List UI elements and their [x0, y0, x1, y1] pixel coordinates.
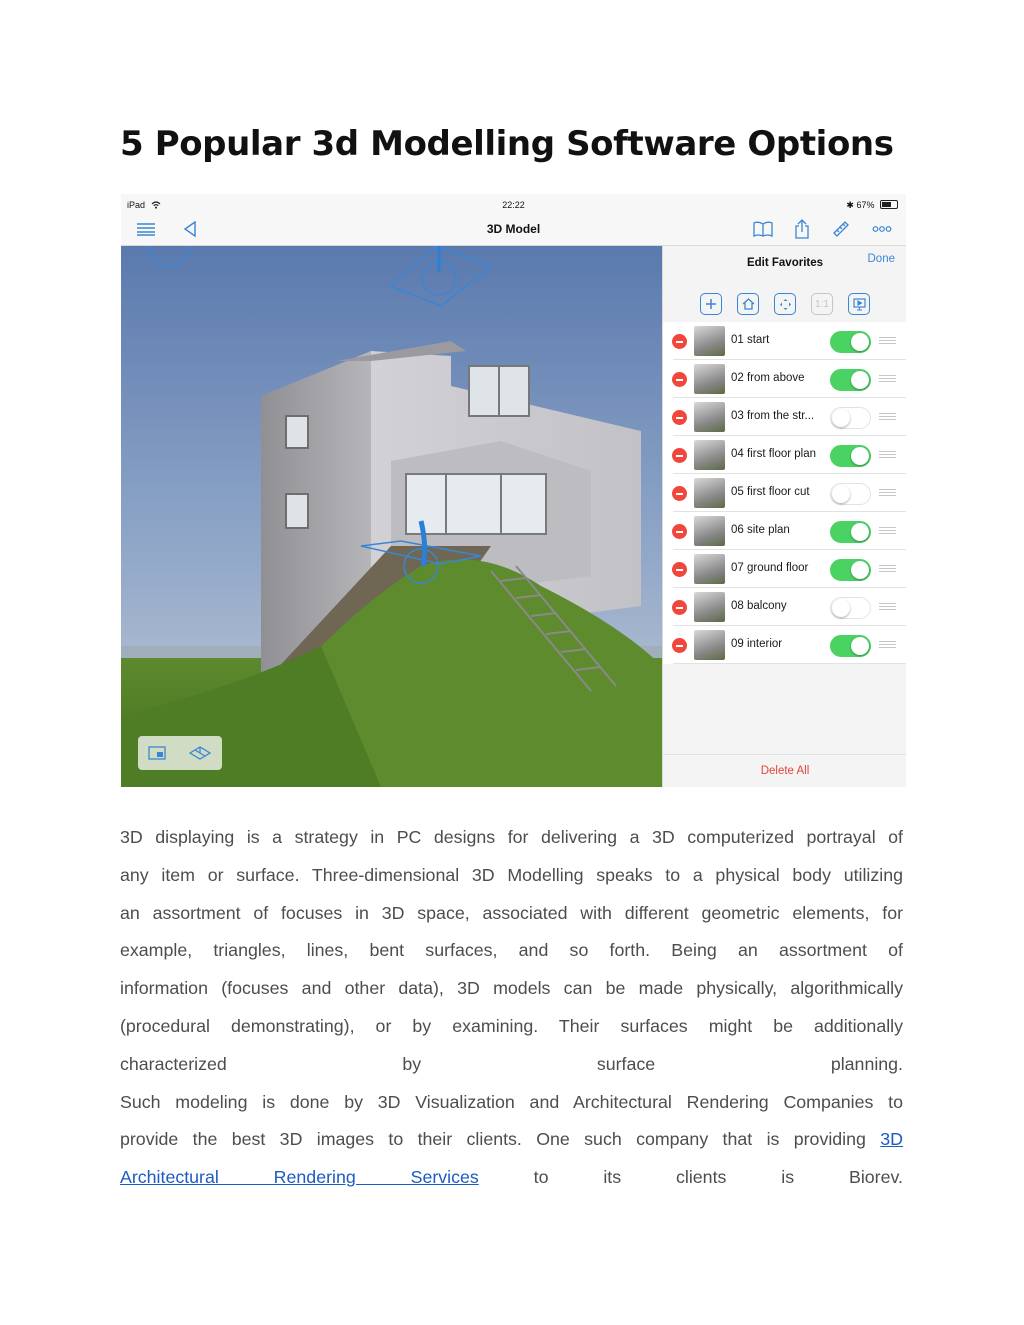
delete-favorite-icon[interactable]	[672, 600, 687, 615]
favorite-row[interactable]	[663, 436, 906, 474]
toggle-knob	[851, 561, 869, 579]
delete-all-button[interactable]: Delete All	[663, 754, 906, 787]
body-line: Such modeling is done by 3D Visualization and Architectural Rendering Companies to	[120, 1091, 903, 1112]
favorite-toggle[interactable]	[830, 407, 871, 429]
delete-favorite-icon[interactable]	[672, 486, 687, 501]
favorite-toggle[interactable]	[830, 369, 871, 391]
article-paragraph	[120, 819, 903, 1197]
body-line: 3D displaying is a strategy in PC designs for delivering a 3D computerized portrayal of	[120, 827, 903, 847]
navigation-bar	[121, 212, 906, 246]
toggle-knob	[851, 637, 869, 655]
body-line: to its clients is Biorev.	[533, 1167, 903, 1188]
body-line: information (focuses and other data), 3D models can be made physically, algorithmically	[120, 978, 903, 999]
favorite-row[interactable]	[663, 588, 906, 626]
favorite-row[interactable]	[663, 322, 906, 360]
favorite-name: 01 start	[731, 334, 770, 346]
page-title: 5 Popular 3d Modelling Software Options	[120, 124, 894, 164]
rendering-services-link[interactable]: 3D	[880, 1129, 904, 1150]
toggle-knob	[832, 409, 850, 427]
favorite-row[interactable]	[663, 550, 906, 588]
favorite-toggle[interactable]	[830, 521, 871, 543]
battery-icon	[880, 200, 898, 209]
favorite-thumbnail	[694, 326, 725, 356]
reorder-grip-icon[interactable]	[879, 451, 896, 459]
3d-model-viewport[interactable]	[121, 246, 662, 787]
favorite-thumbnail	[694, 402, 725, 432]
bluetooth-icon: ✱	[846, 200, 854, 210]
3d-view-icon[interactable]	[188, 744, 212, 762]
reorder-grip-icon[interactable]	[879, 641, 896, 649]
share-icon[interactable]	[791, 218, 813, 240]
favorite-name: 09 interior	[731, 638, 783, 650]
delete-favorite-icon[interactable]	[672, 372, 687, 387]
delete-favorite-icon[interactable]	[672, 638, 687, 653]
toggle-knob	[832, 599, 850, 617]
presentation-icon[interactable]	[848, 293, 870, 315]
ruler-icon[interactable]	[830, 218, 852, 240]
reorder-grip-icon[interactable]	[879, 337, 896, 345]
fit-view-icon[interactable]	[774, 293, 796, 315]
add-icon[interactable]	[700, 293, 722, 315]
favorites-list	[663, 322, 906, 664]
favorite-thumbnail	[694, 516, 725, 546]
favorite-row[interactable]	[663, 474, 906, 512]
favorite-row[interactable]	[663, 512, 906, 550]
favorite-toggle[interactable]	[830, 445, 871, 467]
delete-favorite-icon[interactable]	[672, 410, 687, 425]
favorite-thumbnail	[694, 630, 725, 660]
favorite-thumbnail	[694, 364, 725, 394]
delete-favorite-icon[interactable]	[672, 334, 687, 349]
reorder-grip-icon[interactable]	[879, 375, 896, 383]
nav-title: 3D Model	[486, 222, 541, 236]
scene-toolbar	[138, 736, 222, 770]
favorite-thumbnail	[694, 554, 725, 584]
favorite-name: 02 from above	[731, 372, 805, 384]
toggle-knob	[832, 485, 850, 503]
favorite-thumbnail	[694, 592, 725, 622]
device-label: iPad	[127, 200, 146, 210]
favorite-thumbnail	[694, 478, 725, 508]
app-screenshot	[121, 194, 906, 787]
book-icon[interactable]	[752, 218, 774, 240]
favorite-name: 04 first floor plan	[731, 448, 817, 460]
favorite-name: 06 site plan	[731, 524, 790, 536]
status-time: 22:22	[502, 200, 525, 210]
delete-favorite-icon[interactable]	[672, 524, 687, 539]
edit-favorites-panel	[662, 246, 906, 787]
favorite-name: 08 balcony	[731, 600, 787, 612]
floor-plan-view-icon[interactable]	[148, 745, 168, 761]
toggle-knob	[851, 371, 869, 389]
delete-favorite-icon[interactable]	[672, 562, 687, 577]
favorite-row[interactable]	[663, 626, 906, 664]
body-line: provide the best 3D images to their clients. One such company that is providing	[120, 1129, 866, 1150]
status-bar	[121, 194, 906, 212]
body-line: example, triangles, lines, bent surfaces, and so forth. Being an assortment of	[120, 940, 903, 961]
toggle-knob	[851, 523, 869, 541]
body-line: characterized by surface planning.	[120, 1053, 903, 1074]
favorite-toggle[interactable]	[830, 559, 871, 581]
panel-title: Edit Favorites	[746, 257, 824, 269]
favorite-toggle[interactable]	[830, 635, 871, 657]
reorder-grip-icon[interactable]	[879, 489, 896, 497]
favorites-toolbar	[663, 284, 906, 324]
favorite-row[interactable]	[663, 360, 906, 398]
rendering-services-link-continued[interactable]: Architectural Rendering Services	[120, 1167, 479, 1188]
favorite-name: 07 ground floor	[731, 562, 809, 574]
favorite-name: 05 first floor cut	[731, 486, 810, 498]
reorder-grip-icon[interactable]	[879, 527, 896, 535]
favorite-toggle[interactable]	[830, 331, 871, 353]
delete-favorite-icon[interactable]	[672, 448, 687, 463]
body-line: an assortment of focuses in 3D space, associated with different geometric elements, for	[120, 902, 903, 923]
more-icon[interactable]	[871, 218, 893, 240]
reorder-grip-icon[interactable]	[879, 565, 896, 573]
favorite-toggle[interactable]	[830, 597, 871, 619]
favorite-toggle[interactable]	[830, 483, 871, 505]
reorder-grip-icon[interactable]	[879, 603, 896, 611]
favorite-thumbnail	[694, 440, 725, 470]
favorite-row[interactable]	[663, 398, 906, 436]
scale-tool[interactable]: 1:1	[811, 293, 833, 315]
done-button[interactable]: Done	[867, 253, 895, 265]
body-line: (procedural demonstrating), or by examining. Their surfaces might be additionally	[120, 1015, 903, 1036]
favorite-name: 03 from the str...	[731, 410, 815, 422]
battery-percent: 67%	[856, 200, 875, 210]
toggle-knob	[851, 333, 869, 351]
reorder-grip-icon[interactable]	[879, 413, 896, 421]
toggle-knob	[851, 447, 869, 465]
body-line: any item or surface. Three-dimensional 3D Modelling speaks to a physical body utilizing	[120, 864, 903, 885]
home-icon[interactable]	[737, 293, 759, 315]
